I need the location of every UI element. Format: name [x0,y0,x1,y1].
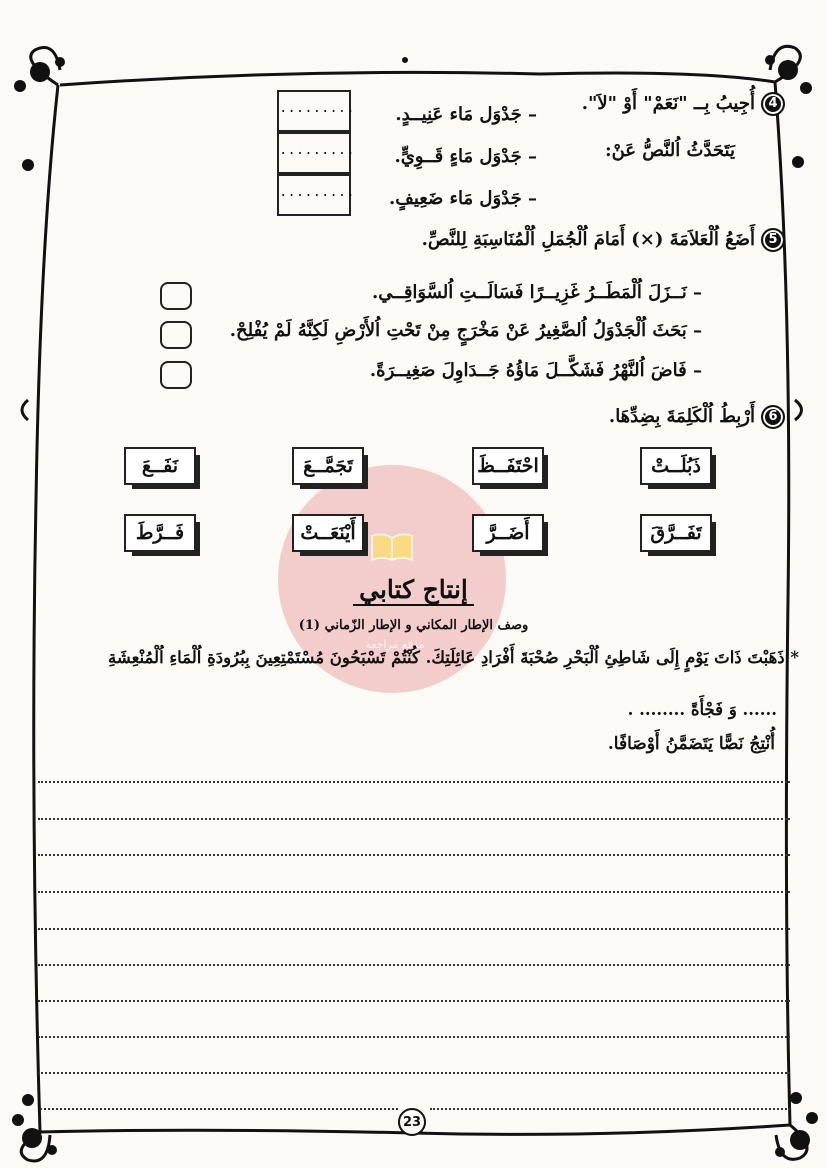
writing-line[interactable] [38,1000,790,1002]
writing-line[interactable] [38,928,790,930]
q6-number: 6 [761,405,785,429]
writing-line[interactable] [38,781,790,783]
q6-word-box[interactable]: نَفَــعَ [124,447,196,485]
writing-line[interactable] [38,1036,790,1038]
q6-word-box[interactable]: فَــرَّطَ [124,514,196,552]
q6-word-box[interactable]: تَجَمَّــعَ [292,447,364,485]
q6-instruction: 6أَرْبِطُ اُلْكَلِمَةَ بِضِدِّهَا. [609,405,785,429]
q5-instruction: 5أَضَعُ اُلْعَلاَمَةَ (×) أَمَامَ اُلْجُمَلِ اُلْمُنَاسِبَةِ لِلنَّصِّ. [422,228,785,252]
page-number: 23 [398,1108,426,1136]
watermark-text: موقع مراجعة [365,638,425,651]
q4-answer-box[interactable]: ......... [277,174,351,216]
q4-answer-box[interactable]: ......... [277,90,351,132]
q5-sentence: – فَاضَ اُلنَّهْرُ فَشَكَّــلَ مَاؤُهُ جَــدَاوِلَ صَغِيــرَةً. [369,360,702,381]
q5-number: 5 [761,228,785,252]
prompt-line-2: ...... وَ فَجْأَةً ........ . [627,700,777,719]
q4-instruction: 4أُجِيبُ بِــ "نَعَمْ" أَوْ "لاَ". [582,92,785,116]
q5-checkbox[interactable] [160,361,192,389]
q6-word-box[interactable]: ذَبُلَــتْ [640,447,712,485]
q6-word-box[interactable]: أَضَــرَّ [472,514,544,552]
q5-sentence: – نَــزَلَ اُلْمَطَــرُ غَزِيــرًا فَسَالَــتِ اُلسَّوَاقِــي. [372,282,702,303]
writing-line[interactable] [40,1108,398,1110]
q5-checkbox[interactable] [160,321,192,349]
writing-line[interactable] [38,818,790,820]
q4-number: 4 [761,92,785,116]
q6-word-box[interactable]: تَفَــرَّقَ [640,514,712,552]
writing-line[interactable] [38,891,790,893]
book-icon [370,532,414,562]
q4-answer-box[interactable]: ......... [277,132,351,174]
q6-word-box[interactable]: أَيْنَعَــتْ [292,514,364,552]
q4-topic: يَتَحَدَّثُ اُلنَّصُّ عَنْ: [604,140,735,161]
prompt-line-1: * ذَهَبْتَ ذَاتَ يَوْمٍ إِلَى شَاطِئِ اُلْبَحْرِ صُحْبَةَ أَفْرَادِ عَائِلَتِكَ. كُنْتُمْ تَسْبَحُونَ مُسْتَمْتِعِينَ بِبُرُودَةِ اُلْمَاءِ اُلْمُنْعِشَةِ [108,648,799,667]
q4-option: – جَدْوَل مَاء ضَعِيفٍ. [388,188,537,209]
writing-line[interactable] [38,1072,790,1074]
writing-line[interactable] [38,854,790,856]
section-subtitle: وصف الإطار المكاني و الإطار الزّماني (1) [298,618,529,633]
q4-option: – جَدْوَل مَاءٍ قَــوِيٍّ. [394,146,537,167]
writing-line[interactable] [38,964,790,966]
q6-word-box[interactable]: احْتَفَــظَ [472,447,544,485]
q4-option: – جَدْوَل مَاء عَنِيــدٍ. [395,104,537,125]
section-title: إنتاج كتابي [0,575,827,604]
writing-line[interactable] [430,1108,790,1110]
q5-sentence: – بَحَثَ اُلْجَدْوَلُ اُلصَّغِيرُ عَنْ مَخْرَجٍ مِنْ تَحْتِ اُلأَرْضِ لَكِنَّهُ لَمْ يُفْلِحْ. [229,320,702,341]
q5-checkbox[interactable] [160,282,192,310]
writing-task: أُنْتِجُ نَصًّا يَتَضَمَّنُ أَوْصَافًا. [607,734,775,754]
